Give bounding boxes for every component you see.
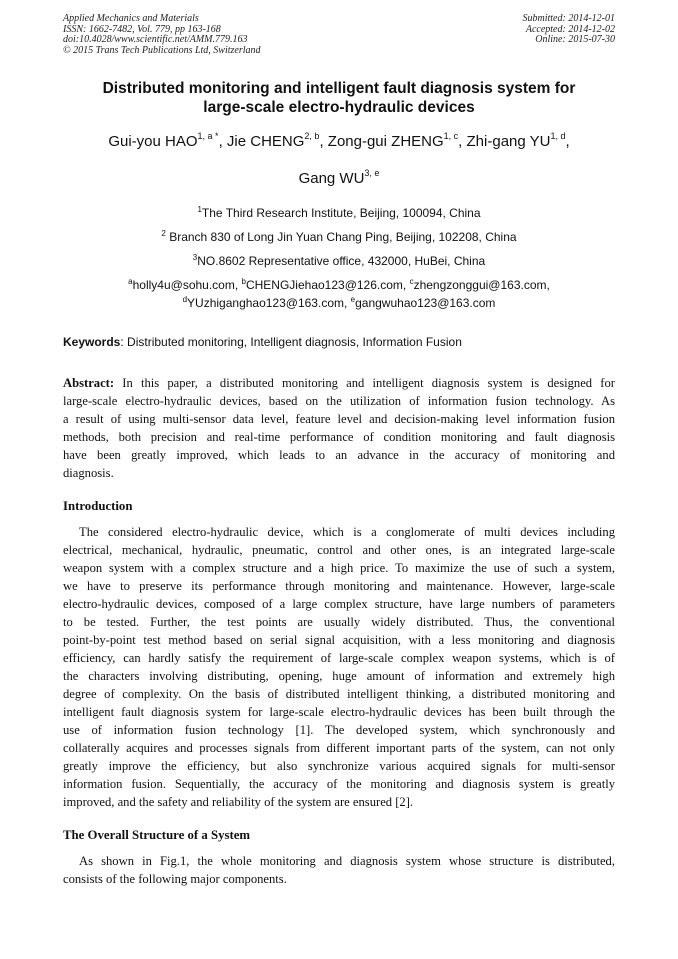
submitted-date: Submitted: 2014-12-01 [522,13,615,24]
paragraph-line: As shown in Fig.1, the whole monitoring and diagnosis system whose structure is distributed, [79,854,615,868]
paragraph-line: point-by-point test method based on serial signal acquisition, with a less monitoring and diagnosis [63,633,615,647]
paragraph-line: improved, and the safety and reliability of the system are ensured [2]. [63,795,414,809]
author-name: Zhi-gang YU [466,133,551,150]
affiliation-marker: 1 [197,205,202,214]
author-superscript: 3, e [364,168,380,178]
affiliation-text: The Third Research Institute, Beijing, 100094, China [201,206,481,220]
paragraph-line: intelligent fault diagnosis system for large-scale electro-hydraulic devices has been built through the [63,705,615,719]
journal-copyright: © 2015 Trans Tech Publications Ltd, Switzerland [63,44,261,56]
email-marker: a [128,277,133,286]
journal-name: Applied Mechanics and Materials [63,13,199,24]
author-name: Jie CHENG [226,133,305,150]
author-name: Gang WU [298,170,365,187]
paragraph-line: weapon system with a complex structure and a high price. To maximize the use of such a system, [63,561,615,575]
affiliation [60,254,618,268]
paragraph-line: the characters involving distributing, opening, huge amount of information and extremely high [63,669,615,683]
affiliation-text: Branch 830 of Long Jin Yuan Chang Ping, Beijing, 102208, China [165,230,517,244]
paragraph-line: collaterally acquires and processes signals from different important parts of the system, can not only [63,741,615,755]
email-address[interactable]: zhengzonggui@163.com, [413,278,550,292]
affiliation [60,230,618,244]
author-superscript: 1, d [550,131,566,141]
paragraph-line: electro-hydraulic devices, composed of a large complex structure, have large numbers of parameters [63,597,615,611]
journal-doi: doi:10.4028/www.scientific.net/AMM.779.163 [63,34,248,46]
paragraph-line: consists of the following major components. [63,872,287,886]
abstract-text: In this paper, a distributed monitoring and intelligent diagnosis system is designed for [114,376,615,390]
paragraph-line: electrical, mechanical, hydraulic, pneumatic, control and other ones, is an integrated large-scale [63,543,615,557]
abstract-label: Abstract: [63,376,115,390]
journal-header-left [63,14,261,56]
abstract-line: have been greatly improved, which leads to an advance in the accuracy of monitoring and [63,448,615,462]
author-superscript: 2, b [304,131,320,141]
author-name: Gui-you HAO [108,133,198,150]
journal-header-right [523,14,616,46]
journal-issn: ISSN: 1662-7482, Vol. 779, pp 163-168 [63,23,221,35]
email-address[interactable]: holly4u@sohu.com, [132,278,242,292]
email-marker: b [241,277,246,286]
keywords [63,335,462,349]
affiliation [60,206,618,220]
paragraph-line: degree of complexity. On the basis of distributed intelligent thinking, a distributed monitoring and [63,687,615,701]
abstract-line: diagnosis. [63,466,114,480]
author-superscript: 1, a * [197,131,219,141]
paragraph-line: to be tested. Further, the test points are usually widely distributed. Thus, the conventional [63,615,615,629]
paragraph-line: use of information fusion technology [1]. The developed system, which synchronously and [63,723,615,737]
author-name: Zong-gui ZHENG [327,133,444,150]
introduction-body [63,523,615,811]
email-address[interactable]: CHENGJiehao123@126.com, [245,278,410,292]
affiliation-marker: 3 [192,253,198,262]
title-line: Distributed monitoring and intelligent fault diagnosis system for [102,80,576,97]
keywords-text: : Distributed monitoring, Intelligent diagnosis, Information Fusion [120,335,462,349]
overall-structure-body [63,852,615,888]
author-list: Gui-you $HAO^{1, a *}$, Jie CHENG$^{2, b}$, Zong-gui ZHENG$^{1, c}$, Zhi-gang YU$^{1, d}$, [108,131,570,150]
author-list-continued [60,170,618,187]
paragraph-line: greatly improve the efficiency, but also synchronize various acquired signals for multi-sensor [63,759,615,773]
email-marker: d [182,295,188,304]
paragraph-line: efficiency, can hardly satisfy the requirement of large-scale complex weapon systems, which is of [63,651,615,665]
author-superscript: 1, c [443,131,459,141]
paragraph-line: we have to preserve its performance through monitoring and maintenance. However, large-scale [63,579,615,593]
section-heading-introduction: Introduction [63,499,133,513]
paragraph-line: The considered electro-hydraulic device, which is a conglomerate of multi devices including [79,525,615,539]
paper-title [60,79,618,117]
abstract-line: a result of using multi-sensor data level, feature level and decision-making level information fusion [63,412,615,426]
abstract [63,374,615,482]
abstract-line: large-scale electro-hydraulic devices, based on the utilization of information fusion technology. As [63,394,615,408]
email-line [60,278,618,292]
email-line [60,296,618,310]
section-heading-overall-structure: The Overall Structure of a System [63,828,251,842]
title-line: large-scale electro-hydraulic devices [203,99,475,116]
email-marker: e [350,295,356,304]
paragraph-line: information fusion. Sequentially, the accuracy of the monitoring and diagnosis system is greatly [63,777,615,791]
email-address[interactable]: YUzhiganghao123@163.com, [187,296,351,310]
affiliation-text: NO.8602 Representative office, 432000, HuBei, China [197,254,486,268]
abstract-line: methods, both precision and real-time performance of condition monitoring and fault diagnosis [63,430,615,444]
email-address[interactable]: gangwuhao123@163.com [355,296,496,310]
keywords-label: Keywords [63,335,121,349]
online-date: Online: 2015-07-30 [535,34,615,46]
email-marker: c [409,277,414,286]
abstract-line [63,374,615,392]
accepted-date: Accepted: 2014-12-02 [525,23,615,35]
affiliation-marker: 2 [161,229,166,238]
